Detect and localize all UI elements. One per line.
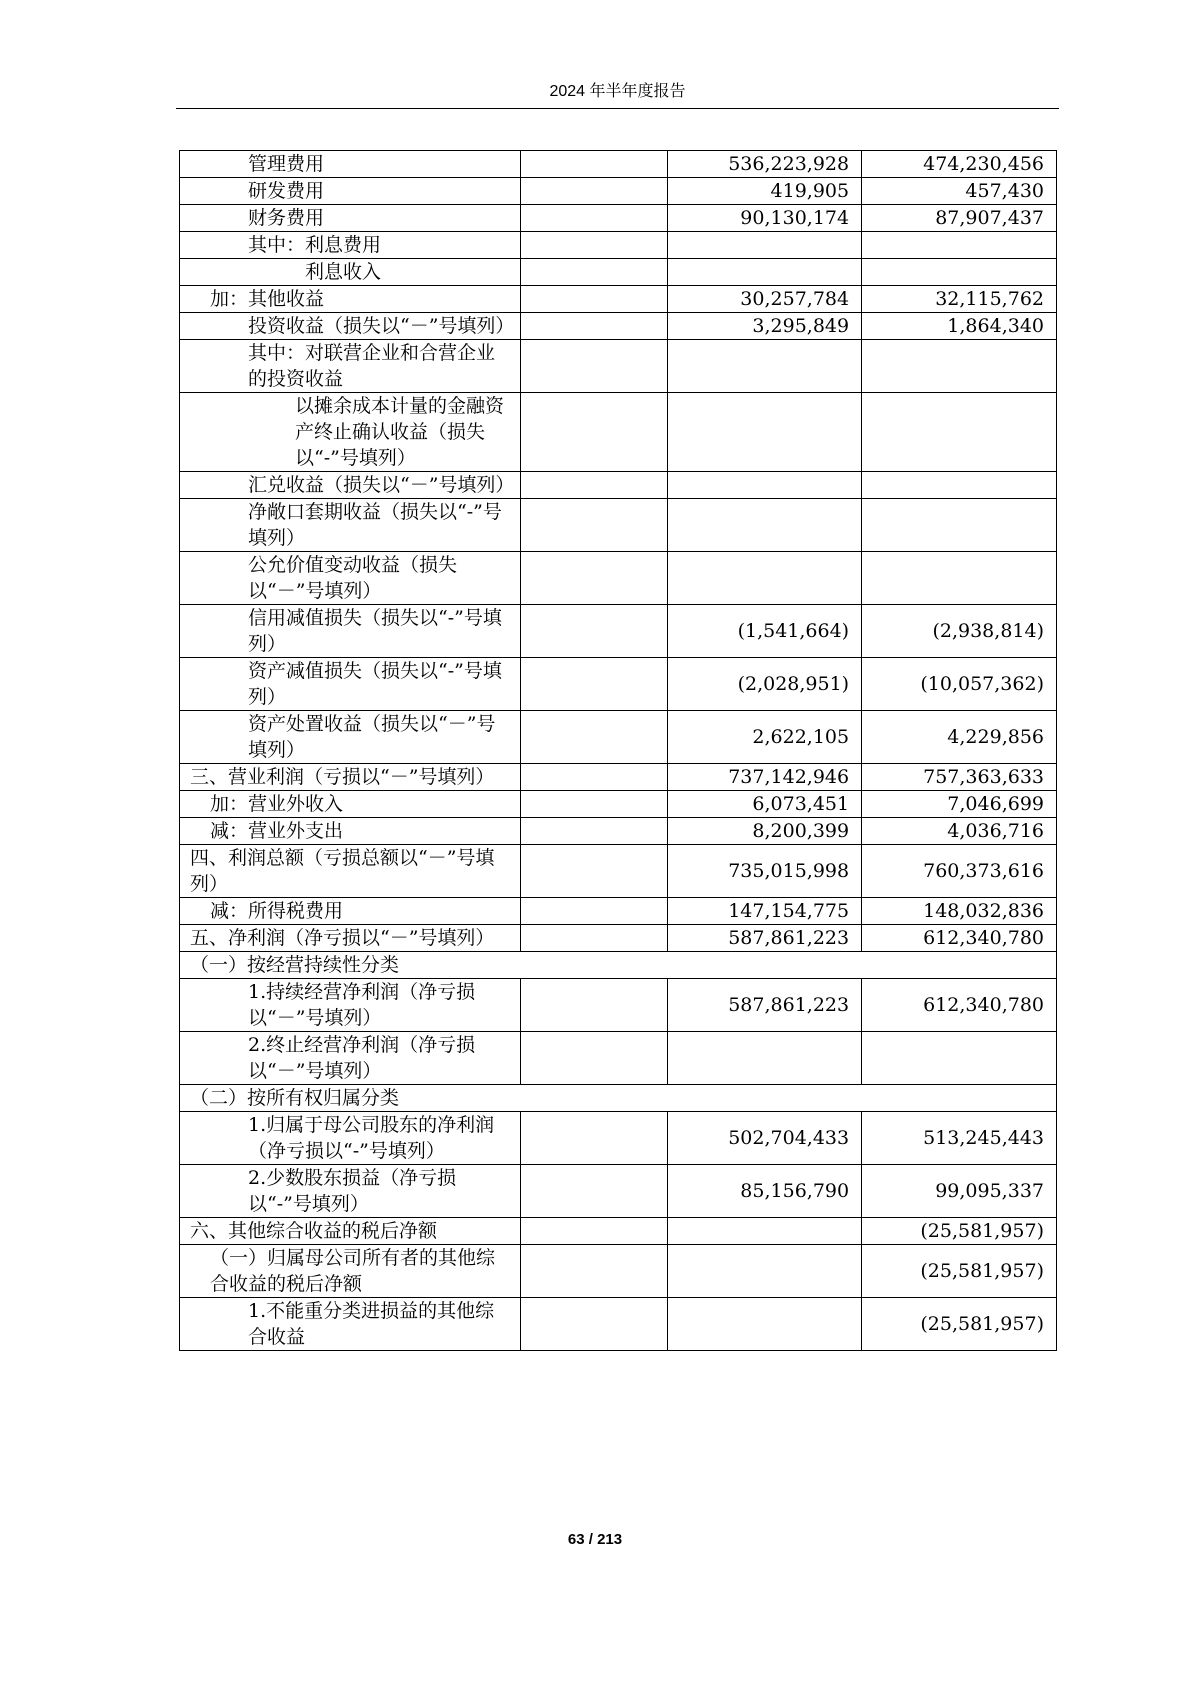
prior-period-cell: 1,864,340 bbox=[862, 313, 1057, 340]
prior-period-cell: (25,581,957) bbox=[862, 1298, 1057, 1351]
table-row bbox=[180, 1218, 1057, 1245]
table-row bbox=[180, 259, 1057, 286]
note-cell bbox=[521, 925, 668, 952]
current-period-cell: (2,028,951) bbox=[668, 658, 862, 711]
note-cell bbox=[521, 313, 668, 340]
current-period-cell: 587,861,223 bbox=[668, 979, 862, 1032]
current-period-cell: 737,142,946 bbox=[668, 764, 862, 791]
current-period-cell bbox=[668, 259, 862, 286]
current-period-cell bbox=[668, 1298, 862, 1351]
prior-period-cell: 457,430 bbox=[862, 178, 1057, 205]
row-label: 研发费用 bbox=[180, 178, 521, 205]
row-label: 财务费用 bbox=[180, 205, 521, 232]
row-label: 管理费用 bbox=[180, 151, 521, 178]
income-statement-table bbox=[179, 150, 1057, 1351]
note-cell bbox=[521, 711, 668, 764]
current-period-cell bbox=[668, 552, 862, 605]
note-cell bbox=[521, 286, 668, 313]
table-row bbox=[180, 1165, 1057, 1218]
note-cell bbox=[521, 552, 668, 605]
note-cell bbox=[521, 340, 668, 393]
current-period-cell: (1,541,664) bbox=[668, 605, 862, 658]
current-period-cell: 90,130,174 bbox=[668, 205, 862, 232]
table-row bbox=[180, 898, 1057, 925]
note-cell bbox=[521, 898, 668, 925]
table-row bbox=[180, 952, 1057, 979]
note-cell bbox=[521, 499, 668, 552]
prior-period-cell: 612,340,780 bbox=[862, 925, 1057, 952]
current-period-cell: 2,622,105 bbox=[668, 711, 862, 764]
note-cell bbox=[521, 658, 668, 711]
current-period-cell bbox=[668, 472, 862, 499]
prior-period-cell: 760,373,616 bbox=[862, 845, 1057, 898]
note-cell bbox=[521, 1218, 668, 1245]
current-period-cell bbox=[668, 1032, 862, 1085]
row-label: （一）归属母公司所有者的其他综合收益的税后净额 bbox=[180, 1245, 521, 1298]
row-label: 汇兑收益（损失以“－”号填列） bbox=[180, 472, 521, 499]
note-cell bbox=[521, 764, 668, 791]
table-row bbox=[180, 1112, 1057, 1165]
current-period-cell bbox=[668, 499, 862, 552]
row-label: 六、其他综合收益的税后净额 bbox=[180, 1218, 521, 1245]
prior-period-cell: 7,046,699 bbox=[862, 791, 1057, 818]
current-period-cell: 587,861,223 bbox=[668, 925, 862, 952]
prior-period-cell: 32,115,762 bbox=[862, 286, 1057, 313]
prior-period-cell bbox=[862, 340, 1057, 393]
row-label: 投资收益（损失以“－”号填列） bbox=[180, 313, 521, 340]
current-period-cell: 6,073,451 bbox=[668, 791, 862, 818]
row-label: 减：营业外支出 bbox=[180, 818, 521, 845]
note-cell bbox=[521, 472, 668, 499]
table-row bbox=[180, 605, 1057, 658]
table-row bbox=[180, 472, 1057, 499]
row-label: 信用减值损失（损失以“-”号填列） bbox=[180, 605, 521, 658]
current-period-cell: 502,704,433 bbox=[668, 1112, 862, 1165]
prior-period-cell: (10,057,362) bbox=[862, 658, 1057, 711]
prior-period-cell bbox=[862, 552, 1057, 605]
table-row bbox=[180, 711, 1057, 764]
note-cell bbox=[521, 178, 668, 205]
row-label: 其中：利息费用 bbox=[180, 232, 521, 259]
note-cell bbox=[521, 979, 668, 1032]
prior-period-cell: 99,095,337 bbox=[862, 1165, 1057, 1218]
prior-period-cell: 474,230,456 bbox=[862, 151, 1057, 178]
prior-period-cell: (2,938,814) bbox=[862, 605, 1057, 658]
row-label: 资产处置收益（损失以“－”号填列） bbox=[180, 711, 521, 764]
table-row bbox=[180, 499, 1057, 552]
page-header bbox=[176, 80, 1059, 109]
table-row bbox=[180, 1085, 1057, 1112]
prior-period-cell: 4,036,716 bbox=[862, 818, 1057, 845]
table-row bbox=[180, 393, 1057, 472]
page-number: 63 / 213 bbox=[567, 1531, 623, 1548]
table-row bbox=[180, 151, 1057, 178]
table-row bbox=[180, 791, 1057, 818]
row-label: 利息收入 bbox=[180, 259, 521, 286]
prior-period-cell: 612,340,780 bbox=[862, 979, 1057, 1032]
prior-period-cell: 148,032,836 bbox=[862, 898, 1057, 925]
row-label: 公允价值变动收益（损失以“－”号填列） bbox=[180, 552, 521, 605]
current-period-cell: 536,223,928 bbox=[668, 151, 862, 178]
row-label: 1.归属于母公司股东的净利润（净亏损以“-”号填列） bbox=[180, 1112, 521, 1165]
table-row bbox=[180, 286, 1057, 313]
note-cell bbox=[521, 232, 668, 259]
current-period-cell bbox=[668, 1218, 862, 1245]
current-period-cell: 735,015,998 bbox=[668, 845, 862, 898]
row-label: 减：所得税费用 bbox=[180, 898, 521, 925]
note-cell bbox=[521, 1032, 668, 1085]
row-label: 五、净利润（净亏损以“－”号填列） bbox=[180, 925, 521, 952]
prior-period-cell bbox=[862, 472, 1057, 499]
row-label: 1.不能重分类进损益的其他综合收益 bbox=[180, 1298, 521, 1351]
table-row bbox=[180, 925, 1057, 952]
row-label: 四、利润总额（亏损总额以“－”号填列） bbox=[180, 845, 521, 898]
row-label: 2.终止经营净利润（净亏损以“－”号填列） bbox=[180, 1032, 521, 1085]
prior-period-cell: 4,229,856 bbox=[862, 711, 1057, 764]
row-label: 2.少数股东损益（净亏损以“-”号填列） bbox=[180, 1165, 521, 1218]
prior-period-cell bbox=[862, 1032, 1057, 1085]
note-cell bbox=[521, 791, 668, 818]
note-cell bbox=[521, 151, 668, 178]
income-statement-body bbox=[180, 151, 1057, 1351]
table-row bbox=[180, 845, 1057, 898]
table-row bbox=[180, 1032, 1057, 1085]
prior-period-cell bbox=[862, 499, 1057, 552]
row-label: 以摊余成本计量的金融资产终止确认收益（损失以“-”号填列） bbox=[180, 393, 521, 472]
row-label: （一）按经营持续性分类 bbox=[180, 952, 1057, 979]
current-period-cell: 147,154,775 bbox=[668, 898, 862, 925]
table-row bbox=[180, 178, 1057, 205]
note-cell bbox=[521, 605, 668, 658]
table-row bbox=[180, 979, 1057, 1032]
prior-period-cell bbox=[862, 393, 1057, 472]
note-cell bbox=[521, 259, 668, 286]
row-label: 资产减值损失（损失以“-”号填列） bbox=[180, 658, 521, 711]
current-period-cell bbox=[668, 232, 862, 259]
table-row bbox=[180, 552, 1057, 605]
row-label: 三、营业利润（亏损以“－”号填列） bbox=[180, 764, 521, 791]
table-row bbox=[180, 764, 1057, 791]
prior-period-cell: 513,245,443 bbox=[862, 1112, 1057, 1165]
prior-period-cell: (25,581,957) bbox=[862, 1218, 1057, 1245]
row-label: 其中：对联营企业和合营企业的投资收益 bbox=[180, 340, 521, 393]
table-row bbox=[180, 818, 1057, 845]
note-cell bbox=[521, 845, 668, 898]
table-row bbox=[180, 205, 1057, 232]
report-title: 2024 年半年度报告 bbox=[549, 83, 686, 100]
row-label: 加：营业外收入 bbox=[180, 791, 521, 818]
prior-period-cell bbox=[862, 232, 1057, 259]
note-cell bbox=[521, 1245, 668, 1298]
row-label: 1.持续经营净利润（净亏损以“－”号填列） bbox=[180, 979, 521, 1032]
current-period-cell bbox=[668, 340, 862, 393]
prior-period-cell: (25,581,957) bbox=[862, 1245, 1057, 1298]
table-row bbox=[180, 232, 1057, 259]
table-row bbox=[180, 1298, 1057, 1351]
note-cell bbox=[521, 393, 668, 472]
row-label: （二）按所有权归属分类 bbox=[180, 1085, 1057, 1112]
current-period-cell bbox=[668, 1245, 862, 1298]
current-period-cell: 8,200,399 bbox=[668, 818, 862, 845]
current-period-cell: 85,156,790 bbox=[668, 1165, 862, 1218]
table-row bbox=[180, 340, 1057, 393]
current-period-cell: 30,257,784 bbox=[668, 286, 862, 313]
note-cell bbox=[521, 205, 668, 232]
table-row bbox=[180, 313, 1057, 340]
table-row bbox=[180, 1245, 1057, 1298]
prior-period-cell: 757,363,633 bbox=[862, 764, 1057, 791]
row-label: 加：其他收益 bbox=[180, 286, 521, 313]
note-cell bbox=[521, 1112, 668, 1165]
prior-period-cell: 87,907,437 bbox=[862, 205, 1057, 232]
prior-period-cell bbox=[862, 259, 1057, 286]
current-period-cell: 419,905 bbox=[668, 178, 862, 205]
table-row bbox=[180, 658, 1057, 711]
current-period-cell bbox=[668, 393, 862, 472]
row-label: 净敞口套期收益（损失以“-”号填列） bbox=[180, 499, 521, 552]
current-period-cell: 3,295,849 bbox=[668, 313, 862, 340]
note-cell bbox=[521, 1165, 668, 1218]
note-cell bbox=[521, 1298, 668, 1351]
note-cell bbox=[521, 818, 668, 845]
